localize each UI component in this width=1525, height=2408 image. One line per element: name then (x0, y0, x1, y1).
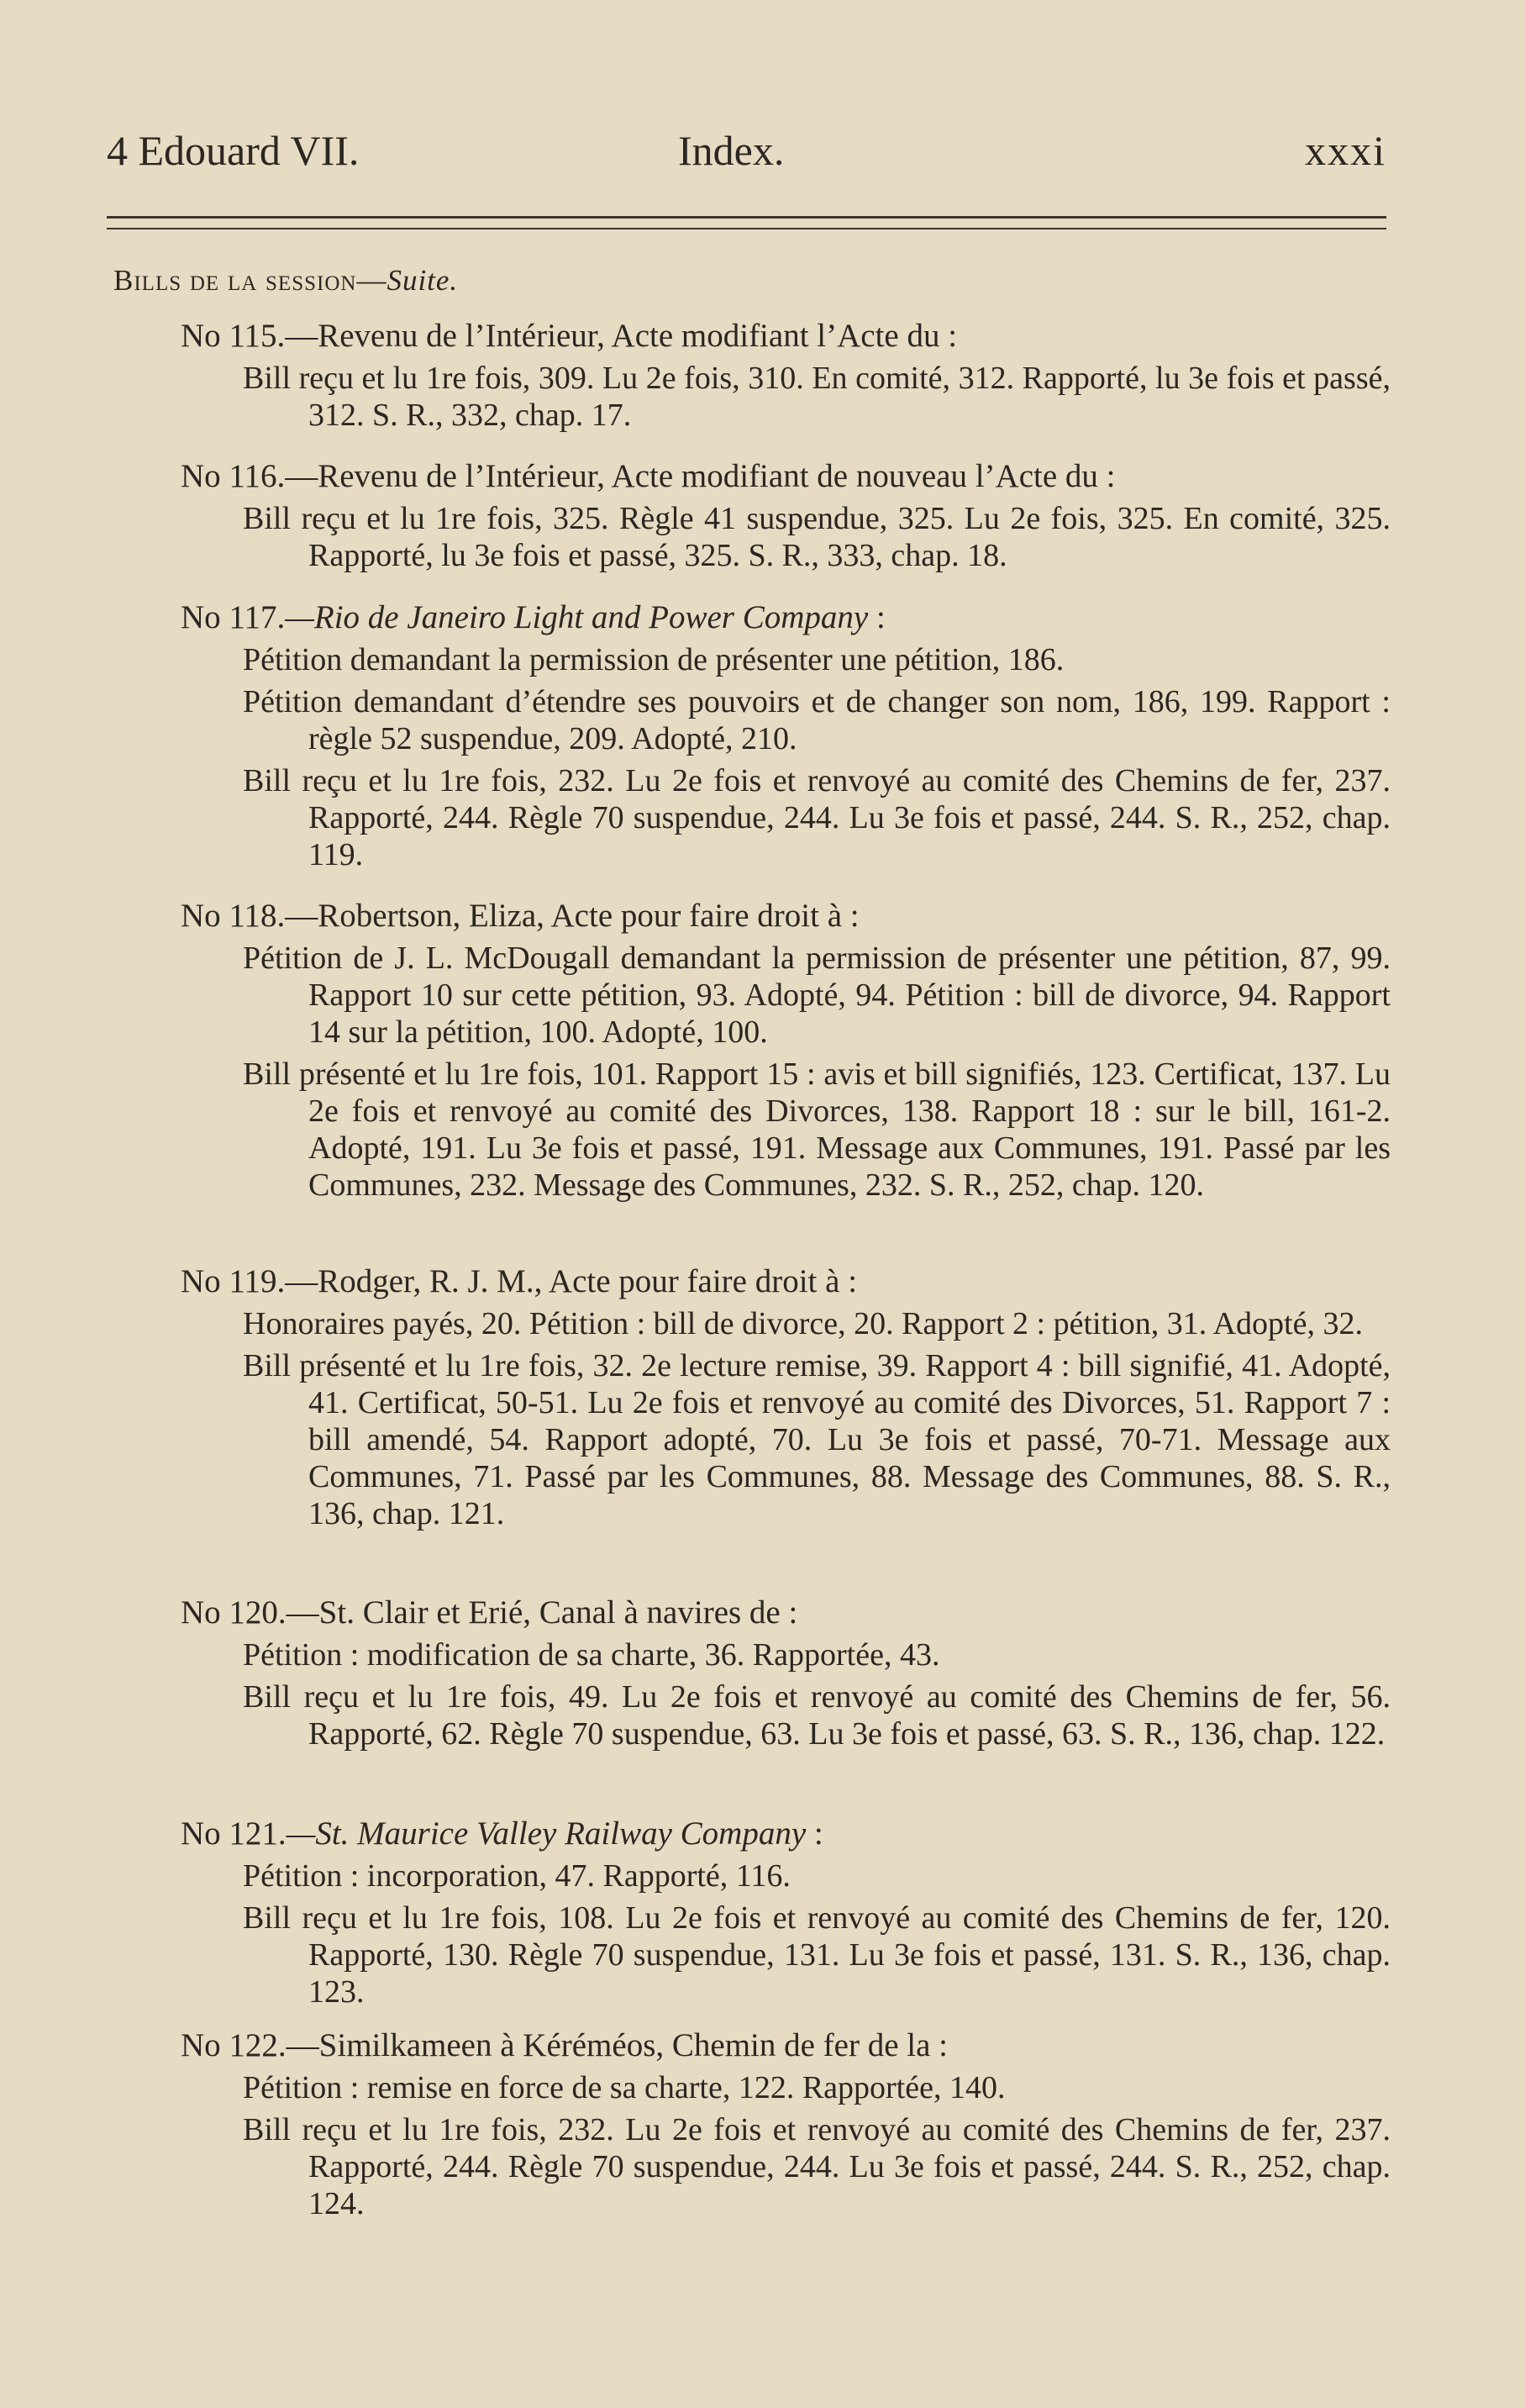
section-suite: Suite. (387, 264, 459, 297)
entry-title: —Rodger, R. J. M., Acte pour faire droit à : (285, 1263, 858, 1299)
entry-heading (181, 2027, 1391, 2064)
header-center: Index. (678, 127, 785, 174)
header-left: 4 Edouard VII. (107, 127, 360, 174)
index-entry (181, 1815, 1391, 2010)
entry-title: —St. Clair et Erié, Canal à navires de : (286, 1594, 798, 1631)
entry-paragraph: Pétition de J. L. McDougall demandant la permission de présenter une pétition, 87, 99. Rapport 10 sur cette pétition, 93. Adopté, 94. Pétition : bill de divorce, 94. Rapport 14 sur la pétition, 100. Adopté, 100. (243, 941, 1391, 1050)
entry-heading (181, 458, 1391, 495)
entry-paragraph: Pétition demandant la permission de présenter une pétition, 186. (243, 642, 1065, 677)
section-heading (113, 264, 458, 298)
entry-paragraph: Pétition : remise en force de sa charte, 122. Rapportée, 140. (243, 2070, 1006, 2105)
entry-paragraph: Pétition demandant d’étendre ses pouvoirs et de changer son nom, 186, 199. Rapport : règle 52 suspendue, 209. Adopté, 210. (243, 684, 1391, 756)
index-entry (181, 2027, 1391, 2222)
index-entry (181, 1263, 1391, 1532)
header-double-rule (107, 216, 1386, 229)
index-entry (181, 599, 1391, 873)
entry-title: : (806, 1815, 823, 1852)
entry-title-italic: —Rio de Janeiro Light and Power Company (285, 599, 869, 635)
entry-number: No 116. (181, 458, 286, 494)
index-entry (181, 458, 1391, 574)
entry-heading (181, 1594, 1391, 1631)
entry-paragraph: Bill reçu et lu 1re fois, 49. Lu 2e fois et renvoyé au comité des Chemins de fer, 56. Rapporté, 62. Règle 70 suspendue, 63. Lu 3e fois et passé, 63. S. R., 136, chap. 122. (243, 1679, 1391, 1752)
entry-heading (181, 1815, 1391, 1852)
entry-heading (181, 1263, 1391, 1300)
entry-paragraph: Bill présenté et lu 1re fois, 32. 2e lecture remise, 39. Rapport 4 : bill signifié, 41. Adopté, 41. Certificat, 50-51. Lu 2e fois et renvoyé au comité des Divorces, 51. Rapport 7 : bill amendé, 54. Rapport adopté, 70. Lu 3e fois et passé, 70-71. Message aux Communes, 71. Passé par les Communes, 88. Message des Communes, 88. S. R., 136, chap. 121. (243, 1348, 1391, 1531)
entry-heading (181, 599, 1391, 636)
entry-paragraph: Honoraires payés, 20. Pétition : bill de divorce, 20. Rapport 2 : pétition, 31. Adopté, 32. (243, 1306, 1363, 1341)
entry-number: No 119. (181, 1263, 286, 1299)
entry-title: —Revenu de l’Intérieur, Acte modifiant de nouveau l’Acte du : (285, 458, 1116, 494)
entry-title: —Revenu de l’Intérieur, Acte modifiant l’Acte du : (285, 318, 958, 354)
entry-heading (181, 898, 1391, 935)
section-title: Bills de la session (113, 264, 357, 297)
index-entry (181, 1594, 1391, 1752)
entry-number: No 122. (181, 2027, 287, 2063)
index-entry (181, 318, 1391, 434)
index-entry (181, 898, 1391, 1204)
entry-paragraph: Bill reçu et lu 1re fois, 232. Lu 2e fois et renvoyé au comité des Chemins de fer, 237. Rapporté, 244. Règle 70 suspendue, 244. Lu 3e fois et passé, 244. S. R., 252, chap. 119. (243, 763, 1391, 872)
entry-paragraph: Bill présenté et lu 1re fois, 101. Rapport 15 : avis et bill signifiés, 123. Certificat, 137. Lu 2e fois et renvoyé au comité des Divorces, 138. Rapport 18 : sur le bill, 161-2. Adopté, 191. Lu 3e fois et passé, 191. Message aux Communes, 191. Passé par les Communes, 232. Message des Communes, 232. S. R., 252, chap. 120. (243, 1056, 1391, 1203)
entry-paragraph: Bill reçu et lu 1re fois, 325. Règle 41 suspendue, 325. Lu 2e fois, 325. En comité, 325. Rapporté, lu 3e fois et passé, 325. S. R., 333, chap. 18. (243, 501, 1391, 573)
entry-paragraph: Pétition : incorporation, 47. Rapporté, 116. (243, 1858, 791, 1894)
entry-heading (181, 318, 1391, 355)
entry-number: No 115. (181, 318, 286, 354)
entry-title: —Robertson, Eliza, Acte pour faire droit à : (285, 898, 860, 934)
entry-paragraph: Bill reçu et lu 1re fois, 108. Lu 2e fois et renvoyé au comité des Chemins de fer, 120. Rapporté, 130. Règle 70 suspendue, 131. Lu 3e fois et passé, 131. S. R., 136, chap. 123. (243, 1900, 1391, 2010)
entry-number: No 117. (181, 599, 286, 635)
entry-paragraph: Bill reçu et lu 1re fois, 232. Lu 2e fois et renvoyé au comité des Chemins de fer, 237. Rapporté, 244. Règle 70 suspendue, 244. Lu 3e fois et passé, 244. S. R., 252, chap. 124. (243, 2112, 1391, 2221)
entry-number: No 118. (181, 898, 286, 934)
entry-paragraph: Pétition : modification de sa charte, 36. Rapportée, 43. (243, 1637, 940, 1673)
entry-paragraph: Bill reçu et lu 1re fois, 309. Lu 2e fois, 310. En comité, 312. Rapporté, lu 3e fois et passé, 312. S. R., 332, chap. 17. (243, 361, 1391, 433)
header-page-number: xxxi (1305, 127, 1386, 174)
entry-title: : (868, 599, 886, 635)
entry-number: No 121. (181, 1815, 287, 1852)
section-dash: — (356, 264, 387, 297)
entry-number: No 120. (181, 1594, 287, 1631)
page-header (107, 126, 1386, 193)
entry-title: —Similkameen à Kéréméos, Chemin de fer de la : (286, 2027, 949, 2063)
entry-title-italic: —St. Maurice Valley Railway Company (286, 1815, 807, 1852)
